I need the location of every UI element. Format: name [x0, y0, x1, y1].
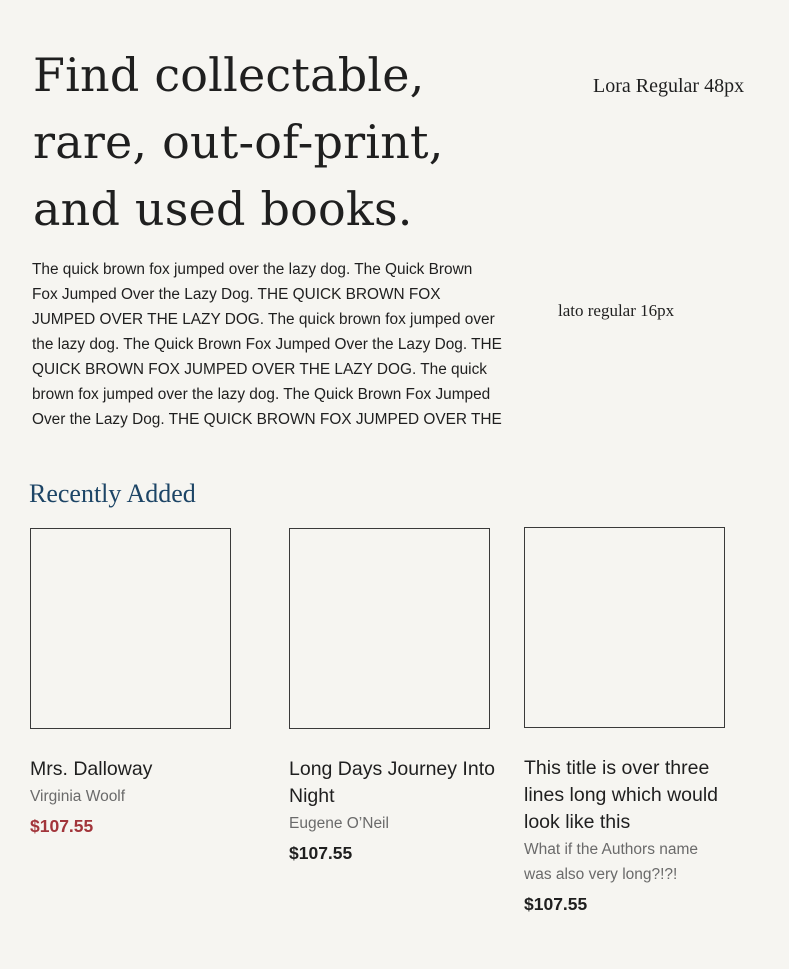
recently-added-heading: Recently Added	[29, 479, 196, 508]
hero-body-text: The quick brown fox jumped over the lazy dog. The Quick Brown Fox Jumped Over the Lazy Dog. THE QUICK BROWN FOX JUMPED OVER THE LAZY DOG. The quick brown fox jumped over the lazy dog. The Quick Brown Fox Jumped Over the Lazy Dog. THE QUICK BROWN FOX JUMPED OVER THE LAZY DOG. The quick brown fox jumped over the lazy dog. The Quick Brown Fox Jumped Over the Lazy Dog. THE QUICK BROWN FOX JUMPED OVER THE	[32, 261, 502, 428]
book-cover-image[interactable]	[524, 527, 725, 728]
book-price: $107.55	[524, 894, 588, 914]
title-font-spec-label: Lora Regular 48px	[593, 75, 745, 97]
book-cover-image[interactable]	[30, 528, 231, 729]
book-price: $107.55	[30, 816, 94, 836]
book-title[interactable]: Mrs. Dalloway	[30, 758, 153, 780]
book-author: Virginia Woolf	[30, 788, 126, 805]
book-card[interactable]	[289, 528, 501, 865]
book-card[interactable]	[30, 528, 242, 838]
hero-title: Find collectable, rare, out-of-print, and used books.	[33, 48, 444, 236]
book-title[interactable]: This title is over three lines long which would look like this	[524, 757, 719, 833]
book-price: $107.55	[289, 843, 353, 863]
book-title[interactable]: Long Days Journey Into Night	[289, 758, 495, 807]
book-card[interactable]	[524, 527, 724, 916]
book-author: Eugene O’Neil	[289, 815, 389, 832]
book-cover-image[interactable]	[289, 528, 490, 729]
book-author: What if the Authors name was also very long?!?!	[524, 841, 699, 883]
body-font-spec-label: lato regular 16px	[558, 301, 675, 320]
